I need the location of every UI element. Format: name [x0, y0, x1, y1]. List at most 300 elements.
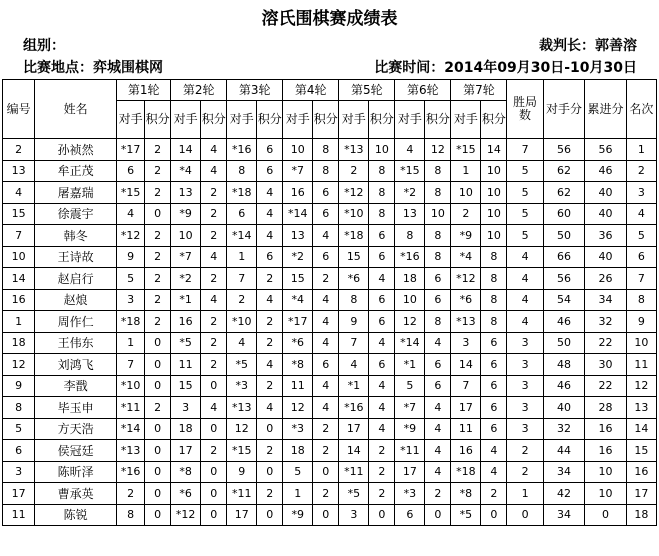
round-1-opponent-header: 对手 [117, 101, 145, 139]
round-5-header: 第5轮 [339, 80, 395, 101]
table-cell: 6 [395, 504, 425, 526]
table-cell: 3 [171, 397, 201, 419]
table-cell: 8 [425, 160, 451, 182]
table-cell: 46 [585, 160, 627, 182]
table-cell: 16 [283, 182, 313, 204]
table-cell: 40 [585, 203, 627, 225]
table-cell: 3 [507, 397, 543, 419]
table-cell: 4 [313, 332, 339, 354]
table-cell: 8 [425, 311, 451, 333]
table-cell: 30 [585, 354, 627, 376]
table-cell: 32 [585, 311, 627, 333]
table-cell: 6 [481, 418, 507, 440]
table-cell: 0 [369, 504, 395, 526]
table-cell: 4 [313, 397, 339, 419]
table-cell: *8 [283, 354, 313, 376]
table-cell: *5 [339, 483, 369, 505]
table-cell: 7 [507, 139, 543, 161]
table-cell: 4 [313, 289, 339, 311]
table-cell: 3 [117, 289, 145, 311]
table-row [3, 504, 657, 526]
table-cell: 8 [369, 160, 395, 182]
table-cell: *11 [227, 483, 257, 505]
table-row [3, 483, 657, 505]
col-cumulative-header: 累进分 [585, 80, 627, 139]
player-name-cell: 刘鸿飞 [35, 354, 117, 376]
table-cell: *12 [339, 182, 369, 204]
table-cell: 13 [3, 160, 35, 182]
table-cell: 4 [257, 354, 283, 376]
round-2-header: 第2轮 [171, 80, 227, 101]
player-name-cell: 赵烺 [35, 289, 117, 311]
table-cell: *9 [171, 203, 201, 225]
table-cell: 50 [543, 332, 585, 354]
table-cell: 17 [339, 418, 369, 440]
table-cell: 4 [313, 225, 339, 247]
table-cell: 42 [543, 483, 585, 505]
table-cell: 17 [451, 397, 481, 419]
table-cell: *16 [339, 397, 369, 419]
table-cell: 2 [257, 483, 283, 505]
player-name-cell: 王诗故 [35, 246, 117, 268]
table-cell: 9 [3, 375, 35, 397]
table-cell: *18 [117, 311, 145, 333]
table-cell: 3 [339, 504, 369, 526]
table-cell: 60 [543, 203, 585, 225]
group-label: 组别： [23, 38, 65, 54]
table-cell: 1 [227, 246, 257, 268]
table-cell: 4 [481, 461, 507, 483]
table-cell: 13 [626, 397, 656, 419]
table-cell: 0 [257, 504, 283, 526]
table-row [3, 375, 657, 397]
table-cell: 18 [171, 418, 201, 440]
col-wins-header: 胜局数 [507, 80, 543, 139]
table-cell: 4 [369, 418, 395, 440]
table-cell: 17 [171, 440, 201, 462]
table-cell: 15 [171, 375, 201, 397]
table-cell: 1 [283, 483, 313, 505]
table-cell: 4 [313, 311, 339, 333]
table-cell: 0 [257, 461, 283, 483]
table-cell: 6 [425, 268, 451, 290]
referee-label: 裁判长：郭善溶 [539, 38, 637, 54]
table-cell: 17 [395, 461, 425, 483]
round-5-opponent-header: 对手 [339, 101, 369, 139]
table-cell: *17 [117, 139, 145, 161]
table-cell: 2 [227, 289, 257, 311]
table-cell: *4 [171, 160, 201, 182]
table-cell: 4 [507, 246, 543, 268]
table-cell: 6 [425, 354, 451, 376]
table-cell: 2 [145, 397, 171, 419]
table-cell: 10 [171, 225, 201, 247]
table-cell: 4 [425, 440, 451, 462]
table-cell: 12 [283, 397, 313, 419]
table-cell: 2 [201, 332, 227, 354]
table-cell: 2 [451, 203, 481, 225]
table-cell: 0 [145, 504, 171, 526]
table-cell: 1 [117, 332, 145, 354]
table-cell: 17 [3, 483, 35, 505]
table-cell: *15 [227, 440, 257, 462]
table-cell: 8 [369, 182, 395, 204]
player-name-cell: 毕玉申 [35, 397, 117, 419]
table-cell: 9 [626, 311, 656, 333]
round-7-header: 第7轮 [451, 80, 507, 101]
table-cell: 4 [369, 268, 395, 290]
round-1-points-header: 积分 [145, 101, 171, 139]
table-cell: 8 [313, 139, 339, 161]
table-row [3, 225, 657, 247]
player-name-cell: 曹承英 [35, 483, 117, 505]
table-cell: 2 [201, 182, 227, 204]
table-cell: *12 [451, 268, 481, 290]
table-cell: 54 [543, 289, 585, 311]
table-cell: *10 [339, 203, 369, 225]
table-cell: *15 [451, 139, 481, 161]
table-cell: *3 [227, 375, 257, 397]
table-cell: 48 [543, 354, 585, 376]
table-cell: 0 [145, 418, 171, 440]
table-cell: 4 [425, 418, 451, 440]
table-cell: 8 [313, 160, 339, 182]
table-cell: 56 [585, 139, 627, 161]
table-cell: 7 [117, 354, 145, 376]
table-cell: 8 [481, 311, 507, 333]
table-cell: 2 [145, 268, 171, 290]
table-cell: 2 [201, 268, 227, 290]
table-cell: 22 [585, 332, 627, 354]
player-name-cell: 周作仁 [35, 311, 117, 333]
table-cell: 5 [3, 418, 35, 440]
table-cell: 2 [117, 483, 145, 505]
table-cell: 0 [201, 483, 227, 505]
table-cell: *6 [451, 289, 481, 311]
table-cell: 0 [585, 504, 627, 526]
table-cell: *7 [283, 160, 313, 182]
table-cell: 0 [145, 483, 171, 505]
table-cell: 2 [257, 440, 283, 462]
table-cell: 8 [425, 182, 451, 204]
table-cell: 4 [369, 332, 395, 354]
table-cell: 2 [145, 289, 171, 311]
round-4-opponent-header: 对手 [283, 101, 313, 139]
round-1-header: 第1轮 [117, 80, 171, 101]
table-cell: 4 [339, 354, 369, 376]
table-cell: 6 [369, 246, 395, 268]
table-cell: 8 [3, 397, 35, 419]
table-cell: 0 [507, 504, 543, 526]
table-cell: 2 [313, 268, 339, 290]
table-cell: 4 [117, 203, 145, 225]
table-cell: 8 [425, 246, 451, 268]
table-row [3, 182, 657, 204]
table-cell: 5 [507, 182, 543, 204]
table-cell: 10 [481, 182, 507, 204]
table-cell: *2 [395, 182, 425, 204]
table-cell: *14 [283, 203, 313, 225]
table-cell: 7 [3, 225, 35, 247]
table-cell: *16 [227, 139, 257, 161]
table-row [3, 203, 657, 225]
table-cell: *5 [227, 354, 257, 376]
table-cell: 6 [369, 311, 395, 333]
table-cell: 4 [425, 332, 451, 354]
table-cell: 8 [481, 289, 507, 311]
table-cell: 10 [481, 160, 507, 182]
col-name-header: 姓名 [35, 80, 117, 139]
table-cell: 2 [201, 440, 227, 462]
table-cell: 6 [369, 354, 395, 376]
table-cell: 6 [481, 354, 507, 376]
table-cell: 4 [507, 311, 543, 333]
table-cell: *10 [227, 311, 257, 333]
venue-label: 比赛地点：弈城围棋网 [23, 60, 163, 76]
table-cell: 12 [425, 139, 451, 161]
table-cell: 2 [145, 139, 171, 161]
table-cell: 0 [145, 332, 171, 354]
table-row [3, 311, 657, 333]
table-cell: *2 [171, 268, 201, 290]
round-4-header: 第4轮 [283, 80, 339, 101]
table-cell: 0 [257, 418, 283, 440]
table-cell: 9 [227, 461, 257, 483]
table-cell: 10 [3, 246, 35, 268]
table-cell: 0 [201, 375, 227, 397]
table-cell: 6 [3, 440, 35, 462]
table-cell: 6 [227, 203, 257, 225]
table-cell: 18 [283, 440, 313, 462]
table-cell: 2 [369, 440, 395, 462]
table-cell: 4 [257, 289, 283, 311]
table-cell: 2 [201, 354, 227, 376]
table-cell: 2 [145, 246, 171, 268]
table-cell: 8 [369, 203, 395, 225]
table-cell: *16 [117, 461, 145, 483]
table-row [3, 289, 657, 311]
table-cell: 2 [481, 483, 507, 505]
table-cell: *11 [395, 440, 425, 462]
table-cell: 18 [395, 268, 425, 290]
table-cell: *5 [171, 332, 201, 354]
table-row [3, 268, 657, 290]
table-cell: 5 [507, 203, 543, 225]
table-cell: *8 [171, 461, 201, 483]
table-cell: 34 [543, 461, 585, 483]
table-cell: *10 [117, 375, 145, 397]
table-cell: *15 [117, 182, 145, 204]
table-cell: 18 [3, 332, 35, 354]
table-cell: 4 [257, 225, 283, 247]
table-cell: 10 [283, 139, 313, 161]
table-row [3, 354, 657, 376]
table-cell: 2 [507, 461, 543, 483]
player-name-cell: 徐震宇 [35, 203, 117, 225]
table-cell: 0 [145, 375, 171, 397]
table-cell: 2 [339, 160, 369, 182]
table-cell: 18 [626, 504, 656, 526]
table-cell: 16 [3, 289, 35, 311]
table-cell: 26 [585, 268, 627, 290]
table-cell: 4 [369, 397, 395, 419]
round-2-points-header: 积分 [201, 101, 227, 139]
table-cell: 10 [585, 483, 627, 505]
table-cell: 4 [507, 289, 543, 311]
table-cell: 2 [201, 311, 227, 333]
table-cell: 10 [451, 182, 481, 204]
table-cell: *11 [339, 461, 369, 483]
page-title: 溶氏围棋赛成绩表 [261, 9, 398, 29]
table-cell: 0 [201, 418, 227, 440]
table-cell: 4 [626, 203, 656, 225]
table-cell: 4 [425, 397, 451, 419]
results-table [2, 79, 657, 526]
round-3-opponent-header: 对手 [227, 101, 257, 139]
table-cell: *18 [451, 461, 481, 483]
table-cell: *7 [395, 397, 425, 419]
table-cell: 2 [201, 225, 227, 247]
table-cell: 11 [626, 354, 656, 376]
table-cell: 8 [425, 225, 451, 247]
table-cell: 14 [339, 440, 369, 462]
player-name-cell: 赵启行 [35, 268, 117, 290]
table-cell: 34 [585, 289, 627, 311]
table-cell: 8 [227, 160, 257, 182]
table-cell: 16 [451, 440, 481, 462]
table-cell: 16 [626, 461, 656, 483]
table-cell: 2 [313, 418, 339, 440]
table-cell: 0 [313, 461, 339, 483]
table-cell: 12 [626, 375, 656, 397]
table-cell: 12 [3, 354, 35, 376]
round-5-points-header: 积分 [369, 101, 395, 139]
table-cell: *6 [339, 268, 369, 290]
table-cell: 40 [585, 182, 627, 204]
table-cell: 8 [481, 246, 507, 268]
table-cell: 4 [257, 397, 283, 419]
table-cell: *13 [117, 440, 145, 462]
table-cell: 44 [543, 440, 585, 462]
table-cell: 3 [507, 354, 543, 376]
table-cell: *9 [283, 504, 313, 526]
table-cell: *14 [395, 332, 425, 354]
table-cell: 56 [543, 268, 585, 290]
player-name-cell: 韩冬 [35, 225, 117, 247]
table-cell: *1 [339, 375, 369, 397]
table-cell: 4 [257, 182, 283, 204]
table-cell: 11 [3, 504, 35, 526]
table-cell: *13 [339, 139, 369, 161]
table-cell: 4 [507, 268, 543, 290]
table-cell: 15 [283, 268, 313, 290]
table-cell: 4 [201, 160, 227, 182]
col-opp-points-header: 对手分 [543, 80, 585, 139]
table-cell: 2 [507, 440, 543, 462]
table-cell: *4 [451, 246, 481, 268]
table-cell: 9 [339, 311, 369, 333]
table-cell: 0 [313, 504, 339, 526]
results-body [3, 139, 657, 526]
table-cell: 3 [507, 418, 543, 440]
table-cell: *6 [171, 483, 201, 505]
table-cell: 5 [507, 225, 543, 247]
table-cell: *17 [283, 311, 313, 333]
table-cell: 3 [507, 332, 543, 354]
table-cell: 7 [626, 268, 656, 290]
table-cell: 6 [257, 139, 283, 161]
round-7-points-header: 积分 [481, 101, 507, 139]
table-cell: 15 [626, 440, 656, 462]
table-cell: 10 [481, 225, 507, 247]
table-cell: 0 [145, 203, 171, 225]
table-cell: 4 [257, 203, 283, 225]
player-name-cell: 侯冠廷 [35, 440, 117, 462]
table-cell: 16 [585, 418, 627, 440]
table-cell: 6 [313, 354, 339, 376]
player-name-cell: 孙祯然 [35, 139, 117, 161]
player-name-cell: 屠嘉瑞 [35, 182, 117, 204]
table-cell: 6 [117, 160, 145, 182]
table-row [3, 418, 657, 440]
table-cell: *2 [283, 246, 313, 268]
table-cell: 2 [425, 483, 451, 505]
table-cell: 5 [117, 268, 145, 290]
table-cell: *5 [451, 504, 481, 526]
table-cell: 8 [117, 504, 145, 526]
table-cell: 2 [145, 160, 171, 182]
table-cell: 4 [227, 332, 257, 354]
table-cell: 14 [171, 139, 201, 161]
table-cell: 0 [145, 440, 171, 462]
table-cell: 4 [201, 139, 227, 161]
table-cell: *3 [283, 418, 313, 440]
table-cell: 1 [451, 160, 481, 182]
table-cell: 28 [585, 397, 627, 419]
col-rank-header: 名次 [626, 80, 656, 139]
table-cell: 16 [171, 311, 201, 333]
table-cell: 4 [425, 461, 451, 483]
table-cell: 34 [543, 504, 585, 526]
table-cell: 40 [543, 397, 585, 419]
table-cell: *18 [227, 182, 257, 204]
table-cell: 6 [626, 246, 656, 268]
table-cell: 4 [3, 182, 35, 204]
table-cell: 4 [201, 397, 227, 419]
table-cell: 46 [543, 311, 585, 333]
table-cell: 5 [626, 225, 656, 247]
table-cell: 1 [626, 139, 656, 161]
table-cell: 10 [585, 461, 627, 483]
round-6-opponent-header: 对手 [395, 101, 425, 139]
table-cell: 6 [257, 160, 283, 182]
table-cell: 2 [257, 332, 283, 354]
table-cell: 8 [481, 268, 507, 290]
table-cell: 2 [369, 483, 395, 505]
table-row [3, 246, 657, 268]
table-cell: *9 [395, 418, 425, 440]
table-cell: 4 [481, 440, 507, 462]
table-cell: 17 [227, 504, 257, 526]
player-name-cell: 陈锐 [35, 504, 117, 526]
table-cell: *4 [283, 289, 313, 311]
table-cell: 6 [369, 225, 395, 247]
table-cell: 4 [369, 375, 395, 397]
table-cell: 62 [543, 160, 585, 182]
table-cell: 3 [451, 332, 481, 354]
table-cell: 10 [395, 289, 425, 311]
table-cell: *13 [227, 397, 257, 419]
